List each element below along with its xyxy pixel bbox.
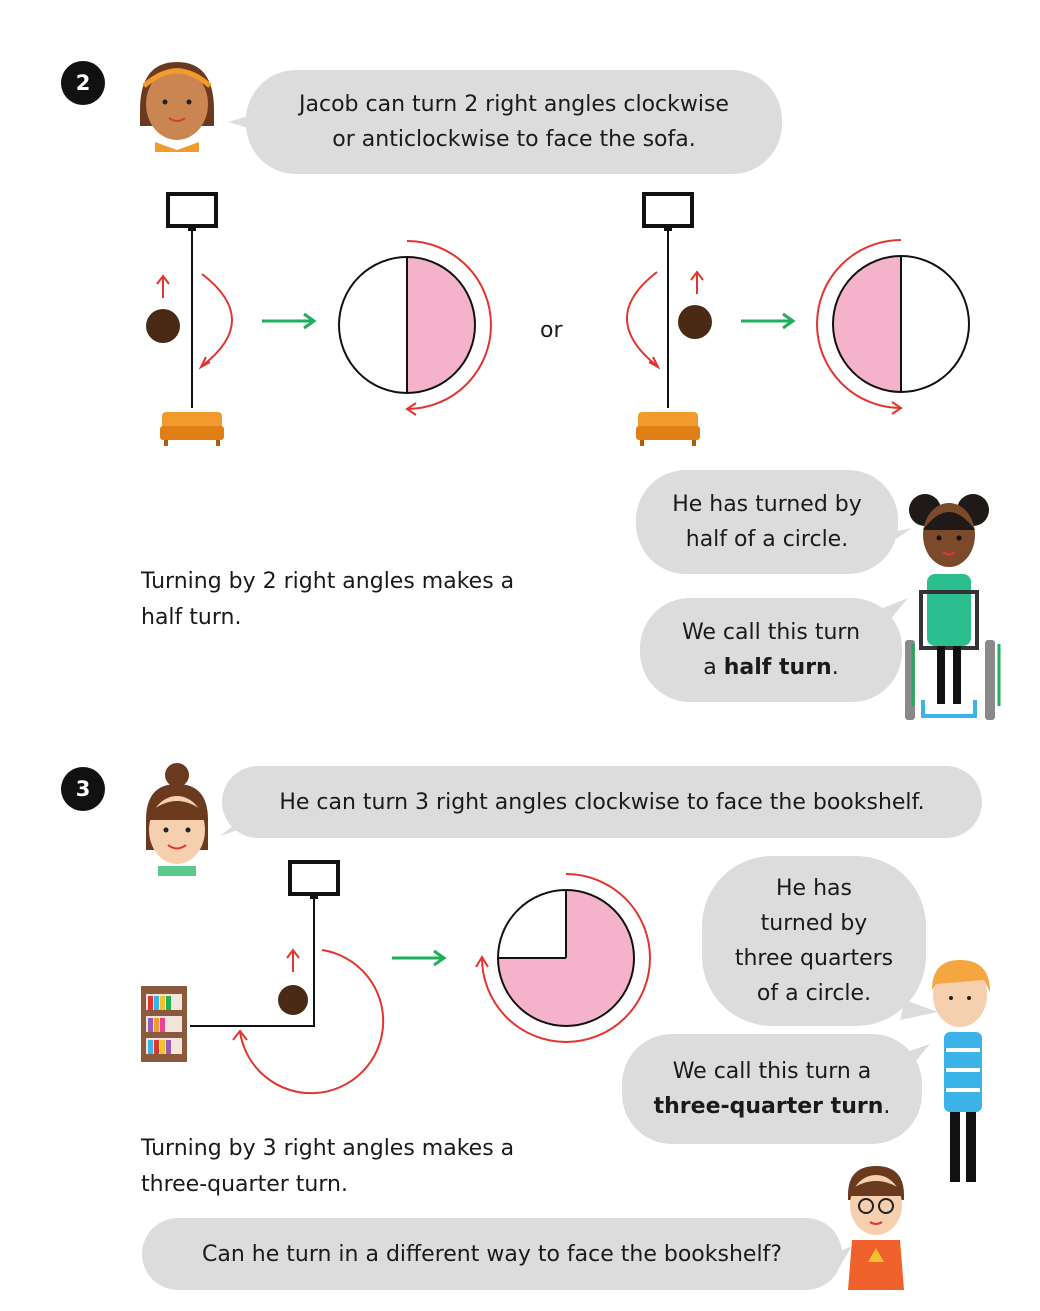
speech-bubble-section2 — [246, 70, 782, 174]
speech-bubble-section3 — [222, 766, 982, 838]
bubble-call3-suffix: . — [883, 1094, 891, 1119]
speech-line-2: or anticlockwise to face the sofa. — [332, 127, 696, 152]
sofa-icon — [160, 412, 224, 446]
bubble-call-three-quarter-turn — [622, 1034, 922, 1144]
fact-line-2: half turn. — [141, 605, 242, 630]
three-quarter-turn-term: three-quarter turn — [653, 1094, 884, 1119]
bubble-3q-line-1: He has — [776, 876, 852, 901]
half-turn-term: half turn — [723, 655, 832, 680]
question-bubble — [142, 1218, 842, 1290]
bookshelf-icon — [141, 986, 187, 1062]
bubble-call-line-2 — [682, 650, 860, 685]
fact3-line-2: three-quarter turn. — [141, 1172, 348, 1197]
girl-wheelchair-avatar — [905, 494, 999, 720]
bubble-line-2: half of a circle. — [685, 527, 849, 552]
bubble-call-prefix: a — [703, 655, 724, 680]
speech-section3-text: He can turn 3 right angles clockwise to face the bookshelf. — [279, 789, 925, 815]
half-turn-circle-anticlockwise — [817, 240, 969, 414]
fact-three-quarter-turn — [141, 1131, 514, 1203]
boy-glasses-avatar — [848, 1166, 904, 1290]
scene-clockwise — [146, 194, 232, 446]
scene-anticlockwise — [627, 194, 712, 446]
step-number-3: 3 — [61, 767, 105, 811]
question-text: Can he turn in a different way to face the bookshelf? — [202, 1241, 782, 1267]
boy-standing-avatar — [932, 960, 990, 1182]
bubble-call3-line-2 — [654, 1089, 891, 1124]
bubble-3q-line-2: turned by — [760, 911, 868, 936]
girl-bun-avatar — [146, 763, 208, 876]
speech-line-1: Jacob can turn 2 right angles clockwise — [299, 92, 729, 117]
tv-icon — [168, 194, 216, 226]
bubble-call3-line-1: We call this turn a — [672, 1059, 872, 1084]
fact3-line-1: Turning by 3 right angles makes a — [141, 1136, 515, 1161]
bubble-half-of-circle — [636, 470, 898, 574]
step-number-2: 2 — [61, 61, 105, 105]
scene-three-quarter — [141, 862, 383, 1093]
fact-half-turn — [141, 564, 514, 636]
bubble-line-1: He has turned by — [672, 492, 862, 517]
girl-headband-avatar — [140, 62, 214, 152]
three-quarter-turn-circle — [476, 874, 650, 1042]
half-turn-circle-clockwise — [339, 241, 491, 415]
fact-line-1: Turning by 2 right angles makes a — [141, 569, 515, 594]
bubble-call-half-turn — [640, 598, 902, 702]
or-label: or — [540, 318, 563, 343]
bubble-3q-line-4: of a circle. — [756, 981, 872, 1006]
bubble-call-suffix: . — [831, 655, 839, 680]
bubble-three-quarters-of-circle — [702, 856, 926, 1026]
bubble-call-line-1: We call this turn — [681, 620, 861, 645]
head-top-view-icon — [146, 309, 180, 343]
bubble-3q-line-3: three quarters — [734, 946, 894, 971]
